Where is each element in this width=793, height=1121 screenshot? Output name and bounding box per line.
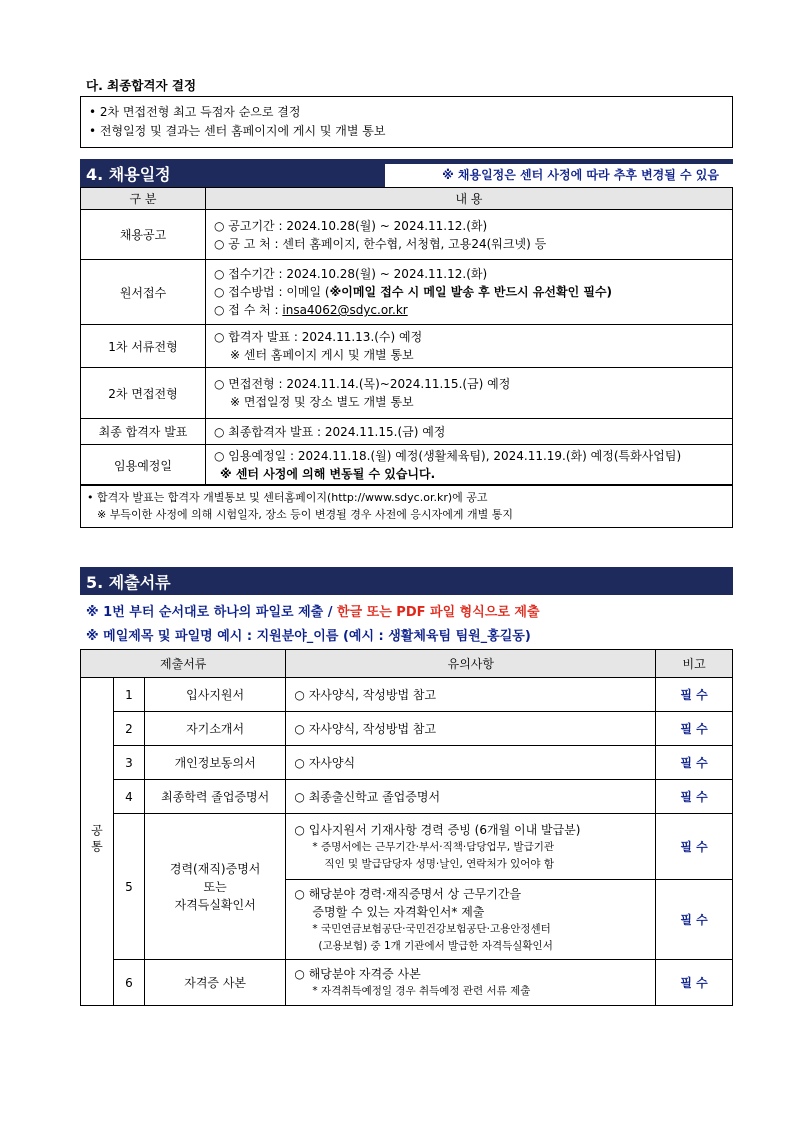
schedule-row xyxy=(81,419,733,445)
docs-desc-line: * 자격취득예정일 경우 취득예정 관련 서류 제출 xyxy=(312,985,531,997)
schedule-category: 임용예정일 xyxy=(81,445,206,486)
docs-name-line: 또는 xyxy=(203,879,227,894)
schedule-row xyxy=(81,260,733,325)
schedule-category: 1차 서류전형 xyxy=(81,325,206,368)
footnote-line: • 합격자 발표는 합격자 개별통보 및 센터홈페이지(http://www.sdyc.or.kr)에 공고 xyxy=(87,491,488,504)
note-1-part-a: ※ 1번 부터 순서대로 하나의 파일로 제출 / xyxy=(86,605,338,620)
docs-description: ○ 자사양식 xyxy=(286,746,656,780)
docs-row xyxy=(81,814,733,880)
schedule-category: 2차 면접전형 xyxy=(81,368,206,419)
docs-header-documents: 제출서류 xyxy=(81,650,286,678)
docs-required-badge: 필 수 xyxy=(656,780,733,814)
schedule-line-text: ○ 접 수 처 : xyxy=(214,303,283,317)
docs-row xyxy=(81,746,733,780)
schedule-content xyxy=(206,368,733,419)
docs-desc-line: ○ 해당분야 자격증 사본 xyxy=(294,967,421,981)
documents-table xyxy=(80,649,733,1006)
section-d-line-1: • 2차 면접전형 최고 득점자 순으로 결정 xyxy=(89,105,301,119)
docs-row xyxy=(81,780,733,814)
schedule-content xyxy=(206,419,733,445)
schedule-line xyxy=(214,301,724,319)
docs-name-line: 경력(재직)증명서 xyxy=(169,861,261,876)
docs-description: ○ 최종출신학교 졸업증명서 xyxy=(286,780,656,814)
schedule-line: ○ 최종합격자 발표 : 2024.11.15.(금) 예정 xyxy=(214,424,446,439)
schedule-line: ○ 면접전형 : 2024.11.14.(목)~2024.11.15.(금) 예정 xyxy=(214,377,511,391)
schedule-header-category: 구 분 xyxy=(81,188,206,210)
schedule-line: ○ 임용예정일 : 2024.11.18.(월) 예정(생활체육팀), 2024.11.19.(화) 예정(특화사업팀) xyxy=(214,449,682,463)
docs-number: 4 xyxy=(113,780,144,814)
docs-description: ○ 자사양식, 작성방법 참고 xyxy=(286,678,656,712)
schedule-line: ○ 접수기간 : 2024.10.28(월) ~ 2024.11.12.(화) xyxy=(214,267,488,281)
docs-description: ○ 자사양식, 작성방법 참고 xyxy=(286,712,656,746)
docs-required-badge: 필 수 xyxy=(656,960,733,1006)
docs-required-badge: 필 수 xyxy=(656,880,733,960)
docs-name: 자격증 사본 xyxy=(144,960,286,1006)
schedule-content xyxy=(206,445,733,486)
schedule-line-text: ○ 접수방법 : 이메일 ( xyxy=(214,285,330,299)
docs-name: 자기소개서 xyxy=(144,712,286,746)
schedule-row xyxy=(81,325,733,368)
schedule-content xyxy=(206,210,733,260)
schedule-line: ○ 공고기간 : 2024.10.28(월) ~ 2024.11.12.(화) xyxy=(214,218,488,233)
schedule-content xyxy=(206,325,733,368)
schedule-line: ※ 면접일정 및 장소 별도 개별 통보 xyxy=(230,395,414,409)
docs-required-badge: 필 수 xyxy=(656,678,733,712)
schedule-line: ○ 합격자 발표 : 2024.11.13.(수) 예정 xyxy=(214,330,423,344)
schedule-content xyxy=(206,260,733,325)
docs-group-label: 공통 xyxy=(89,824,104,856)
schedule-footnotes xyxy=(80,484,733,528)
section-d-box xyxy=(80,96,733,148)
section-5-note-2: ※ 메일제목 및 파일명 예시 : 지원분야_이름 (예시 : 생활체육팀 팀원_홍길동) xyxy=(86,629,531,644)
section-5-header xyxy=(80,567,733,595)
docs-name: 최종학력 졸업증명서 xyxy=(144,780,286,814)
docs-desc-line: 직인 및 발급담당자 성명·날인, 연락처가 있어야 함 xyxy=(324,857,554,870)
docs-group-common xyxy=(81,678,114,1006)
docs-desc-line: * 국민연금보험공단·국민건강보험공단·고용안정센터 xyxy=(312,922,551,935)
footnote-line: ※ 부득이한 사정에 의해 시험일자, 장소 등이 변경될 경우 사전에 응시자에게 개별 통지 xyxy=(97,508,513,521)
schedule-category: 최종 합격자 발표 xyxy=(81,419,206,445)
schedule-line xyxy=(214,283,724,301)
email-link[interactable]: insa4062@sdyc.or.kr xyxy=(282,303,408,317)
email-confirm-note: ※이메일 접수 시 메일 발송 후 반드시 유선확인 필수) xyxy=(329,285,613,299)
docs-desc-line: 증명할 수 있는 자격확인서* 제출 xyxy=(312,904,485,919)
docs-name: 개인정보동의서 xyxy=(144,746,286,780)
schedule-row xyxy=(81,445,733,486)
docs-number: 3 xyxy=(113,746,144,780)
schedule-table xyxy=(80,187,733,486)
section-4-title: 4. 채용일정 xyxy=(86,165,171,184)
schedule-row xyxy=(81,368,733,419)
docs-name xyxy=(144,814,286,960)
docs-number: 1 xyxy=(113,678,144,712)
docs-number: 5 xyxy=(113,814,144,960)
section-5-title: 5. 제출서류 xyxy=(86,573,171,592)
section-4-header xyxy=(80,159,733,187)
docs-number: 2 xyxy=(113,712,144,746)
docs-required-badge: 필 수 xyxy=(656,712,733,746)
schedule-category: 채용공고 xyxy=(81,210,206,260)
schedule-row xyxy=(81,210,733,260)
docs-row xyxy=(81,960,733,1006)
docs-description xyxy=(286,814,656,880)
docs-header-notes: 유의사항 xyxy=(286,650,656,678)
section-5-note-1 xyxy=(86,601,540,620)
docs-name-line: 자격득실확인서 xyxy=(174,897,256,912)
schedule-line: ※ 센터 홈페이지 게시 및 개별 통보 xyxy=(230,348,414,362)
schedule-line: ○ 공 고 처 : 센터 홈페이지, 한수협, 서청협, 고용24(워크넷) 등 xyxy=(214,236,547,251)
docs-row xyxy=(81,678,733,712)
docs-description xyxy=(286,880,656,960)
docs-desc-line: ○ 해당분야 경력·재직증명서 상 근무기간을 xyxy=(294,886,522,901)
docs-desc-line: (고용보험) 중 1개 기관에서 발급한 자격득실확인서 xyxy=(318,939,553,952)
docs-desc-line: ○ 입사지원서 기재사항 경력 증빙 (6개월 이내 발급분) xyxy=(294,822,581,837)
docs-header-remarks: 비고 xyxy=(656,650,733,678)
docs-row xyxy=(81,712,733,746)
schedule-change-note: ※ 센터 사정에 의해 변동될 수 있습니다. xyxy=(220,467,436,481)
schedule-header-content: 내 용 xyxy=(206,188,733,210)
section-d-line-2: • 전형일정 및 결과는 센터 홈페이지에 게시 및 개별 통보 xyxy=(89,124,386,138)
note-1-part-b: 한글 또는 PDF 파일 형식으로 제출 xyxy=(337,605,540,620)
docs-required-badge: 필 수 xyxy=(656,814,733,880)
docs-desc-line: * 증명서에는 근무기간·부서·직책·담당업무, 발급기관 xyxy=(312,840,555,853)
docs-description xyxy=(286,960,656,1006)
docs-name: 입사지원서 xyxy=(144,678,286,712)
docs-number: 6 xyxy=(113,960,144,1006)
section-4-note: ※ 채용일정은 센터 사정에 따라 추후 변경될 수 있음 xyxy=(385,164,733,187)
docs-required-badge: 필 수 xyxy=(656,746,733,780)
schedule-category: 원서접수 xyxy=(81,260,206,325)
section-d-title: 다. 최종합격자 결정 xyxy=(86,78,197,93)
